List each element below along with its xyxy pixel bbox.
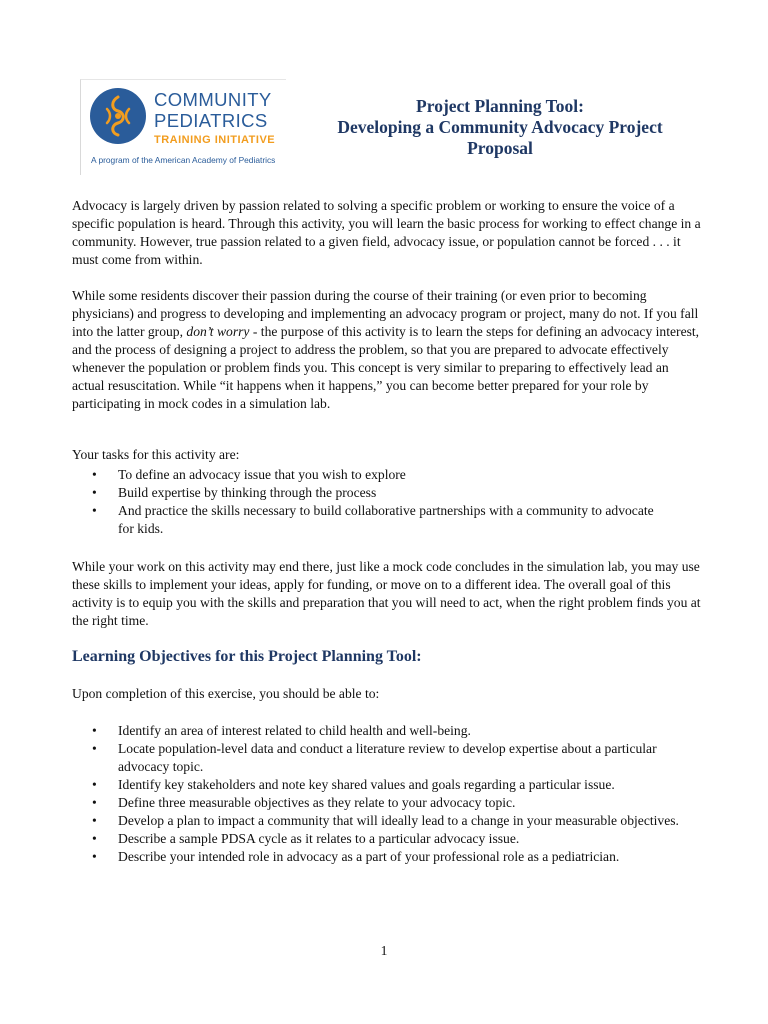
objectives-intro: Upon completion of this exercise, you should be able to: <box>72 686 380 701</box>
intro-paragraph-1: Advocacy is largely driven by passion related to solving a specific problem or working to ensure the voice of a specific population is heard. Through this activity, you will learn the basic process for working to effect change in a community. However, true passion related to a given field, advocacy issue, or population cannot be forced . . . it must come from within. <box>72 198 701 267</box>
list-item: • Develop a plan to impact a community that will ideally lead to a change in your measurable objectives. <box>92 812 692 830</box>
list-item: • Describe a sample PDSA cycle as it relates to a particular advocacy issue. <box>92 830 692 848</box>
list-item: • Identify key stakeholders and note key shared values and goals regarding a particular issue. <box>92 776 692 794</box>
paragraph-2-text-start: While some residents discover their passion during the course of their training (or even prior to becoming physicians) and progress to developing and implementing an advocacy program or project, many do not. If you fall into the latter group, <box>72 288 699 339</box>
paragraph-2-emphasis: don’t worry <box>186 324 250 339</box>
paragraph-2-text-end: - the purpose of this activity is to learn the steps for defining an advocacy interest, and the process of designing a project to address the problem, so that you are prepared to advocate effectively whenever the population or problem finds you. This concept is very similar to preparing to effectively lead an actual resuscitation. While “it happens when it happens,” you can become better prepared for your role by participating in mock codes in a simulation lab. <box>72 324 700 411</box>
tasks-intro: Your tasks for this activity are: <box>72 447 240 462</box>
list-item: • Identify an area of interest related to child health and well-being. <box>92 722 692 740</box>
list-item: • To define an advocacy issue that you wish to explore <box>92 466 662 484</box>
document-title <box>300 96 700 159</box>
list-item: • Describe your intended role in advocacy as a part of your professional role as a pediatrician. <box>92 848 692 866</box>
list-item: • Locate population-level data and conduct a literature review to develop expertise about a particular advocacy topic. <box>92 740 692 776</box>
logo-tagline: A program of the American Academy of Pediatrics <box>91 155 276 165</box>
logo-text-training-initiative: TRAINING INITIATIVE <box>154 134 276 146</box>
learning-objectives-heading: Learning Objectives for this Project Planning Tool: <box>72 648 422 665</box>
list-item: • Define three measurable objectives as they relate to your advocacy topic. <box>92 794 692 812</box>
title-line-1: Project Planning Tool: <box>416 96 584 116</box>
title-line-2: Developing a Community Advocacy Project <box>337 117 663 137</box>
intro-paragraph-3: While your work on this activity may end there, just like a mock code concludes in the simulation lab, you may use these skills to implement your ideas, apply for funding, or move on to a different idea. The overall goal of this activity is to equip you with the skills and preparation that you will need to act, when the right problem finds you at the right time. <box>72 559 701 628</box>
intro-paragraph-2 <box>72 287 702 413</box>
logo-text-community: COMMUNITY <box>154 89 272 110</box>
community-pediatrics-logo <box>80 79 286 175</box>
logo-emblem-icon <box>89 87 147 145</box>
logo-text-pediatrics: PEDIATRICS <box>154 110 268 131</box>
list-item: • Build expertise by thinking through the process <box>92 484 662 502</box>
objectives-list <box>92 722 692 866</box>
title-line-3: Proposal <box>467 138 533 158</box>
tasks-list <box>92 466 662 538</box>
page-number: 1 <box>380 943 388 958</box>
list-item: • And practice the skills necessary to build collaborative partnerships with a community to advocate for kids. <box>92 502 662 538</box>
